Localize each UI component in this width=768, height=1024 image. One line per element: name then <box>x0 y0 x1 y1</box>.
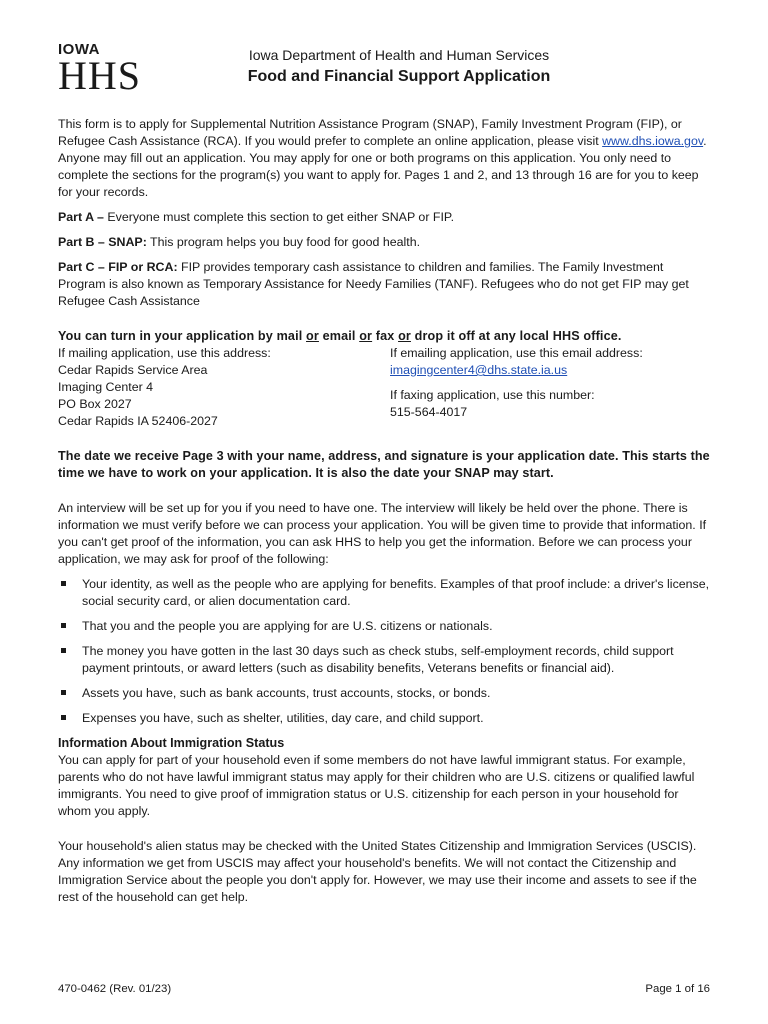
mailing-label: If mailing application, use this address: <box>58 346 271 360</box>
proof-list <box>58 576 714 727</box>
part-a: Part A – Everyone must complete this section to get either SNAP or FIP. <box>58 210 455 224</box>
logo-hhs: HHS <box>58 53 142 98</box>
list-item: The money you have gotten in the last 30 days such as check stubs, self-employment records, child support payment printouts, or award letters (such as disability benefits, Veterans benefits or financial aid). <box>58 643 714 677</box>
list-item: Your identity, as well as the people who are applying for benefits. Examples of that proof include: a driver's license, social security card, or alien documentation card. <box>58 576 714 610</box>
list-item: Assets you have, such as bank accounts, trust accounts, stocks, or bonds. <box>58 685 714 702</box>
dhs-website-link[interactable]: www.dhs.iowa.gov <box>602 134 704 148</box>
mailing-line: PO Box 2027 <box>58 397 132 411</box>
part-c-label: Part C – FIP or RCA: <box>58 260 178 274</box>
immigration-paragraph-2: Your household's alien status may be checked with the United States Citizenship and Immigration Services (USCIS). Any information we get from USCIS may affect your household's benefits. We will not contact the Citizenship and Immigration Service about the people you don't apply for. However, we may use their income and assets to see if the rest of the household can get help. <box>58 839 697 904</box>
application-date-notice: The date we receive Page 3 with your name, address, and signature is your application date. This starts the time we have to work on your application. It is also the date your SNAP may start. <box>58 449 710 480</box>
turn-in-heading: You can turn in your application by mail or email or fax or drop it off at any local HHS office. <box>58 329 622 343</box>
part-a-label: Part A – <box>58 210 108 224</box>
form-number: 470-0462 (Rev. 01/23) <box>58 983 172 995</box>
submission-methods <box>58 345 714 430</box>
mailing-line: Cedar Rapids Service Area <box>58 363 208 377</box>
interview-paragraph: An interview will be set up for you if you need to have one. The interview will likely be held over the phone. There is information we must verify before we can process your application. You will be given time to provide that information. If you can't get proof of the information, you can ask HHS to help you get the information. Before we can process your application, we may ask for proof of the following: <box>58 501 707 566</box>
mailing-address-block <box>58 345 390 430</box>
list-item: That you and the people you are applying for are U.S. citizens or nationals. <box>58 618 714 635</box>
email-fax-block <box>390 345 714 430</box>
immigration-heading: Information About Immigration Status <box>58 736 285 750</box>
email-link[interactable]: imagingcenter4@dhs.state.ia.us <box>390 363 568 377</box>
page-title: Food and Financial Support Application <box>247 68 551 85</box>
bullet-icon <box>61 648 66 653</box>
bullet-icon <box>61 715 66 720</box>
intro-paragraph: This form is to apply for Supplemental Nutrition Assistance Program (SNAP), Family Investment Program (FIP), or Refugee Cash Assistance (RCA). If you would prefer to complete an online application, please visit www.dhs.iowa.gov. Anyone may fill out an application. You may apply for one or both programs on this application. You only need to complete the sections for the program(s) you want to apply for. Pages 1 and 2, and 13 through 16 are for you to keep for your records. <box>58 117 707 199</box>
page-number: Page 1 of 16 <box>645 983 710 995</box>
part-b: Part B – SNAP: This program helps you buy food for good health. <box>58 235 421 249</box>
mailing-line: Imaging Center 4 <box>58 380 154 394</box>
part-c: Part C – FIP or RCA: FIP provides temporary cash assistance to children and families. The Family Investment Program is also known as Temporary Assistance for Needy Families (TANF). Refugees who do not get FIP may get Refugee Cash Assistance <box>58 260 689 308</box>
main-content <box>58 116 714 906</box>
fax-number: 515-564-4017 <box>390 405 468 419</box>
bullet-icon <box>61 623 66 628</box>
mailing-line: Cedar Rapids IA 52406-2027 <box>58 414 218 428</box>
fax-label: If faxing application, use this number: <box>390 388 595 402</box>
bullet-icon <box>61 690 66 695</box>
email-label: If emailing application, use this email address: <box>390 346 643 360</box>
part-b-label: Part B – SNAP: <box>58 235 147 249</box>
logo-state: IOWA <box>58 41 100 58</box>
immigration-paragraph-1: You can apply for part of your household even if some members do not have lawful immigrant status. For example, parents who do not have lawful immigrant status may apply for their children who are U.S. citizens or qualified lawful immigrants. You need to give proof of immigration status or U.S. citizenship for each person in your household for whom you apply. <box>58 753 695 818</box>
bullet-icon <box>61 581 66 586</box>
list-item: Expenses you have, such as shelter, utilities, day care, and child support. <box>58 710 714 727</box>
agency-name: Iowa Department of Health and Human Services <box>248 47 550 63</box>
page-header <box>0 46 768 88</box>
